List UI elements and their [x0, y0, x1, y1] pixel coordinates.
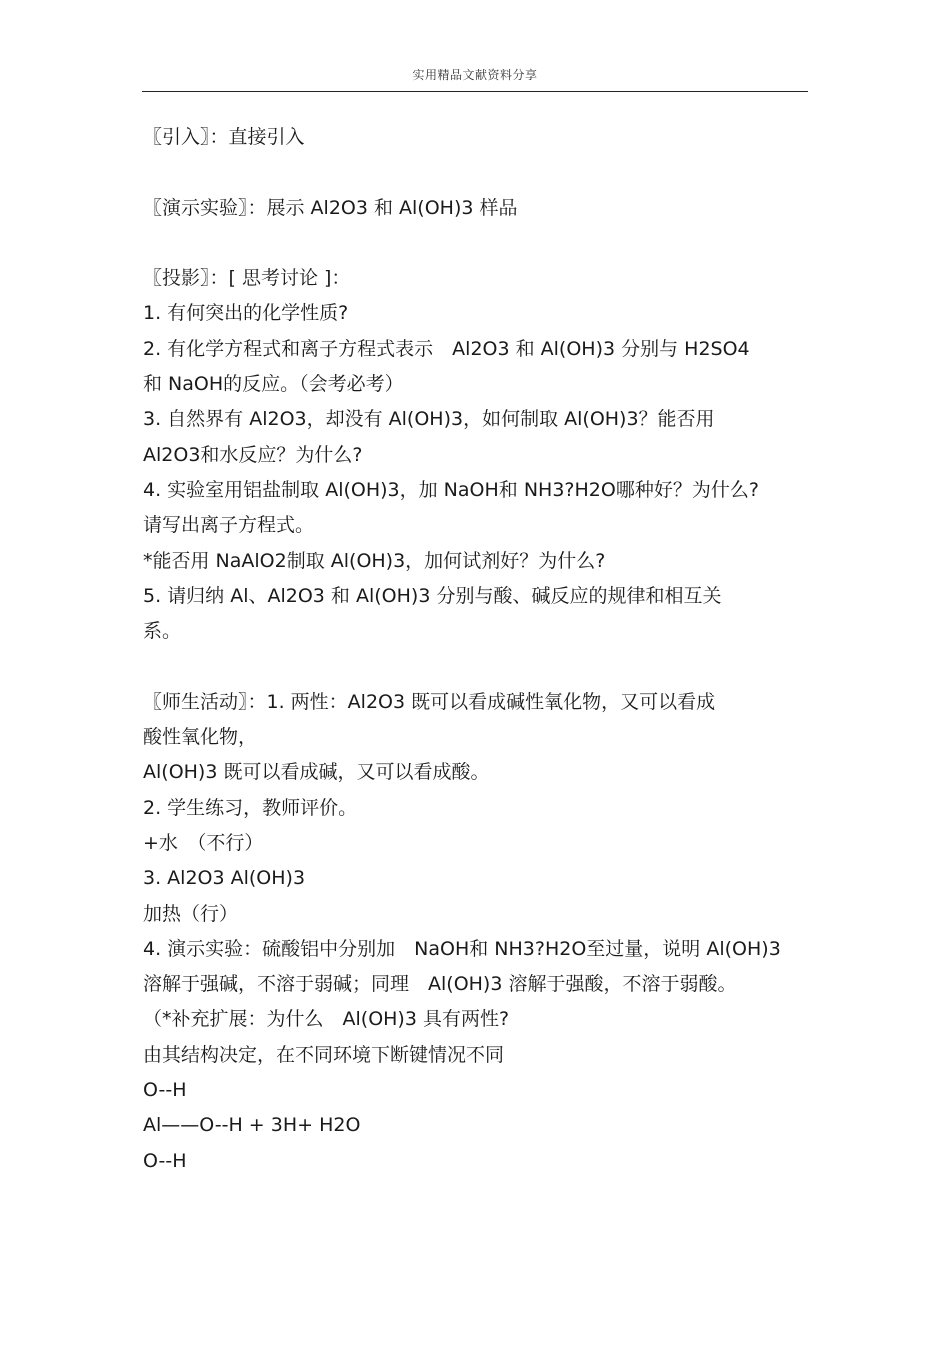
text-line: （*补充扩展：为什么 Al(OH)3 具有两性?: [143, 1008, 510, 1031]
text-line: +水 （不行）: [143, 831, 264, 854]
text-line: O--H: [143, 1149, 187, 1172]
text-line: 1. 有何突出的化学性质?: [143, 302, 349, 325]
blank-line: [143, 649, 813, 684]
text-line: 请写出离子方程式。: [143, 514, 315, 537]
text-line: 系。: [143, 620, 182, 643]
text-line: Al2O3和水反应？为什么?: [143, 443, 363, 466]
blank-line: [143, 226, 813, 261]
text-line: 〖演示实验〗：展示 Al2O3 和 Al(OH)3 样品: [143, 196, 518, 219]
text-line: Al(OH)3 既可以看成碱，又可以看成酸。: [143, 761, 490, 784]
text-line: 5. 请归纳 Al、Al2O3 和 Al(OH)3 分别与酸、碱反应的规律和相互关: [143, 584, 722, 607]
text-line: 2. 学生练习，教师评价。: [143, 796, 358, 819]
text-line: *能否用 NaAlO2制取 Al(OH)3，加何试剂好？为什么?: [143, 549, 606, 572]
text-line: O--H: [143, 1079, 187, 1102]
text-line: 3. Al2O3 Al(OH)3: [143, 867, 306, 890]
text-line: 溶解于强碱，不溶于弱碱；同理 Al(OH)3 溶解于强酸，不溶于弱酸。: [143, 973, 737, 996]
text-line: 〖引入〗：直接引入: [143, 126, 305, 148]
text-line: 加热（行）: [143, 902, 239, 925]
text-line: 4. 实验室用铝盐制取 Al(OH)3，加 NaOH和 NH3?H2O哪种好？为什么?: [143, 478, 759, 501]
blank-line: [143, 155, 813, 190]
text-line: Al——O--H + 3H+ H2O: [143, 1114, 361, 1137]
text-line: 2. 有化学方程式和离子方程式表示 Al2O3 和 Al(OH)3 分别与 H2SO4: [143, 337, 750, 360]
text-line: 4. 演示实验：硫酸铝中分别加 NaOH和 NH3?H2O至过量，说明 Al(OH)3: [143, 937, 781, 960]
document-body: [143, 120, 813, 1179]
text-line: 〖投影〗：[ 思考讨论 ]：: [143, 267, 351, 290]
text-line: 酸性氧化物，: [143, 726, 258, 749]
text-line: 〖师生活动〗：1. 两性：Al2O3 既可以看成碱性氧化物，又可以看成: [143, 690, 716, 713]
text-line: 和 NaOH的反应。（会考必考）: [143, 373, 404, 396]
page-header: 实用精品文献资料分享: [412, 68, 538, 82]
text-line: 3. 自然界有 Al2O3，却没有 Al(OH)3，如何制取 Al(OH)3？能否用: [143, 408, 715, 431]
header-divider: [142, 91, 808, 92]
text-line: 由其结构决定，在不同环境下断键情况不同: [143, 1043, 505, 1066]
